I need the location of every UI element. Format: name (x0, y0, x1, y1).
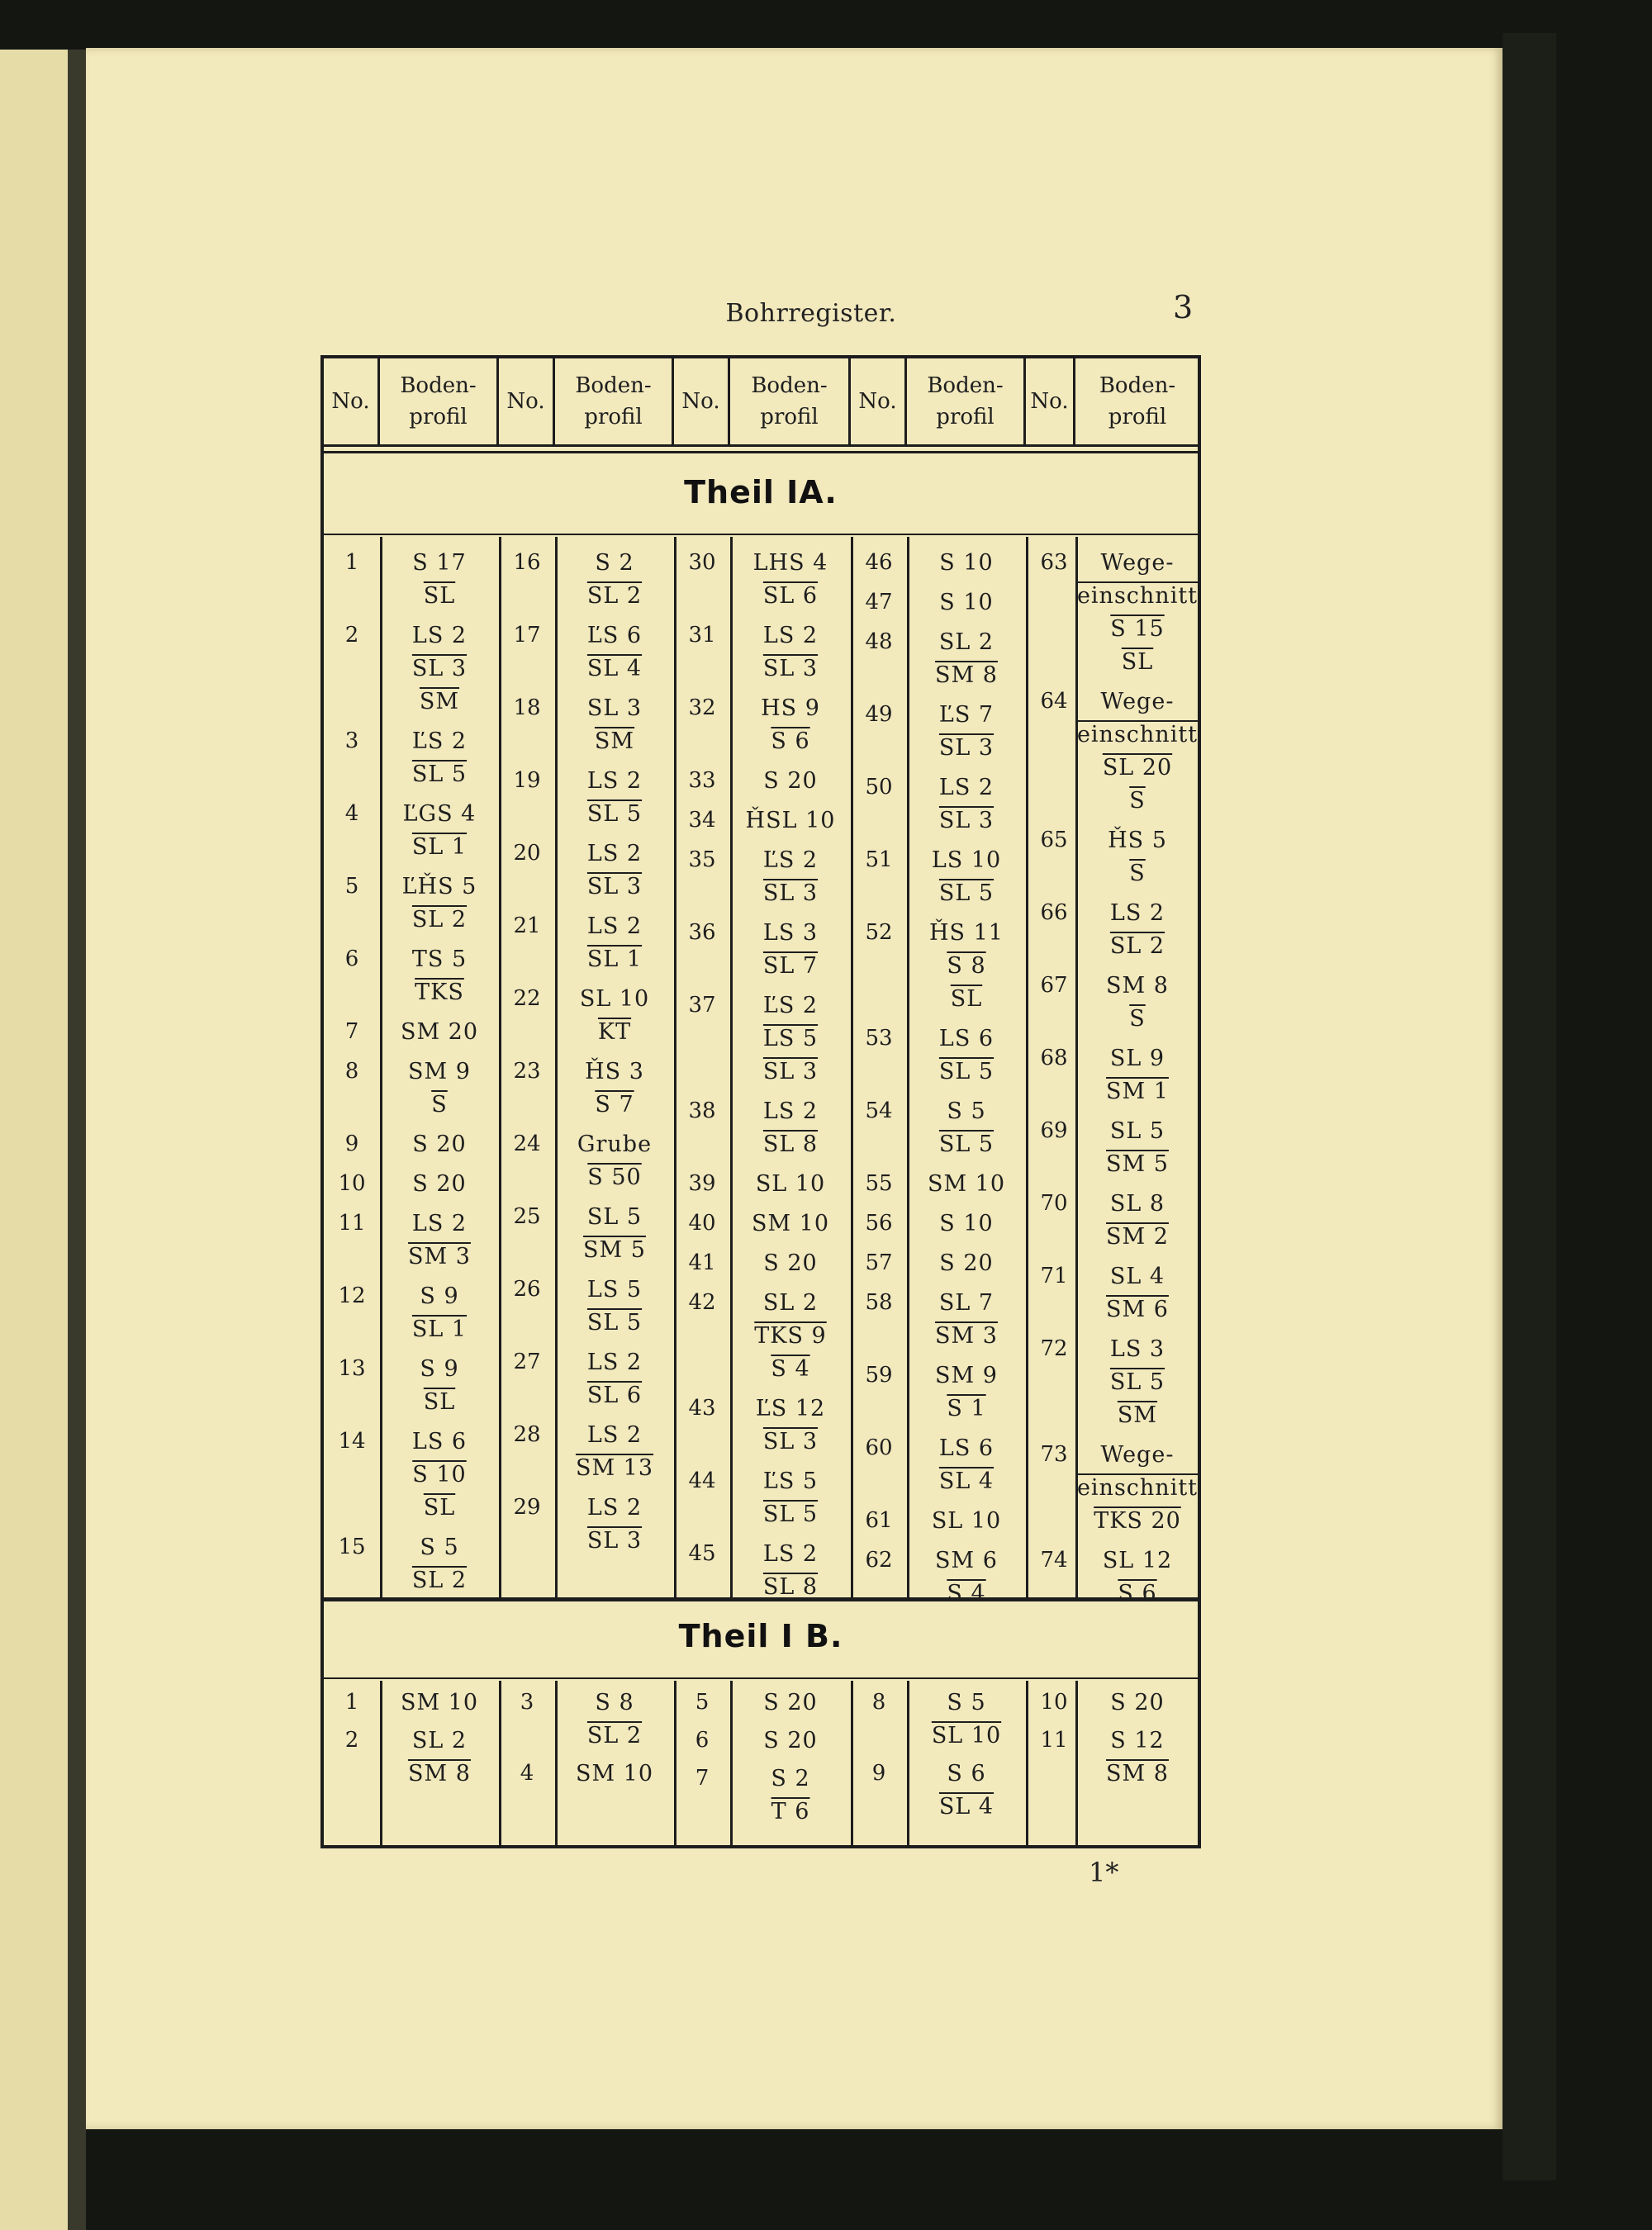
theil-ia-boring-number: 28 (513, 1422, 541, 1447)
theil-ia-boring-number: 57 (865, 1250, 893, 1275)
theil-ia-soil-profile-line: LS 2 (586, 913, 643, 939)
theil-ia-soil-profile-line: $\overline{SM}$ (1117, 1402, 1158, 1428)
theil-ia-column-rule (674, 537, 676, 1597)
theil-ia-boring-number: 31 (688, 623, 716, 648)
theil-ia-boring-number: 46 (865, 550, 893, 575)
theil-ia-boring-number: 25 (513, 1204, 541, 1229)
theil-ib-soil-profile-line: S 20 (1110, 1690, 1165, 1715)
theil-ia-soil-profile-line: SL 2 (938, 629, 995, 655)
theil-ia-soil-profile-line: SM 8 (1106, 973, 1169, 999)
theil-ia-soil-profile-line: S 15 (1110, 616, 1165, 642)
theil-ia-soil-profile-line: SM 2 (1106, 1224, 1169, 1250)
theil-ib-boring-number: 1 (344, 1690, 359, 1715)
theil-ia-soil-profile-line: ĽS 2 (762, 847, 819, 873)
theil-ia-soil-profile-line: TKS 20 (1094, 1508, 1181, 1534)
theil-ia-boring-number: 73 (1040, 1442, 1068, 1467)
theil-ib-soil-profile-line: SL 2 (586, 1723, 643, 1748)
theil-ia-soil-profile-line: SM 5 (1106, 1151, 1169, 1177)
header-rule (324, 444, 1198, 447)
theil-ia-soil-profile-line: SL 5 (938, 1059, 995, 1084)
header-no-4: No. (851, 358, 907, 444)
theil-ia-boring-number: 30 (688, 550, 716, 575)
theil-ia-boring-number: 53 (865, 1026, 893, 1051)
theil-ia-soil-profile-line: SM 3 (408, 1244, 471, 1269)
theil-ia-soil-profile-line: SL 3 (762, 656, 819, 681)
theil-ia-soil-profile-line: SL 9 (1109, 1046, 1165, 1071)
theil-ib-column-rule (499, 1681, 501, 1845)
theil-ia-soil-profile-line: $\overline{SL}$ (423, 583, 456, 609)
theil-ia-boring-number: 69 (1040, 1118, 1068, 1143)
section-title-theil-ib: Theil I B. (678, 1618, 843, 1654)
page-number: 3 (1173, 289, 1194, 325)
theil-ia-soil-profile-line: SL 5 (411, 762, 468, 787)
theil-ia-boring-number: 15 (338, 1535, 366, 1559)
signature-mark: 1* (1089, 1857, 1119, 1888)
theil-ia-soil-profile-line: SL 2 (411, 907, 468, 932)
theil-ia-boring-number: 62 (865, 1548, 893, 1573)
theil-ia-soil-profile-line: $\overline{S}$ (1129, 861, 1146, 886)
theil-ia-soil-profile-line: LS 2 (1109, 900, 1165, 926)
header-profile-3: Boden- profil (730, 358, 851, 444)
theil-ia-soil-profile-line: ĽGS 4 (402, 801, 477, 827)
theil-ia-boring-number: 42 (688, 1290, 716, 1315)
theil-ia-soil-profile-line: $\overline{SL}$ (950, 986, 983, 1012)
theil-ia-soil-profile-line: SL 4 (938, 1468, 995, 1494)
theil-ia-boring-number: 29 (513, 1495, 541, 1520)
theil-ia-soil-profile-line: LS 2 (586, 1495, 643, 1521)
header-no-3: No. (674, 358, 730, 444)
theil-ib-soil-profile-line: S 20 (763, 1728, 818, 1753)
theil-ia-soil-profile-line: SL 3 (762, 1429, 819, 1454)
theil-ia-soil-profile-line: S 20 (763, 1250, 818, 1276)
theil-ib-soil-profile-line: SL 4 (938, 1794, 995, 1820)
theil-ia-soil-profile-line: SL 8 (762, 1574, 819, 1600)
theil-ia-soil-profile-line: $\overline{S}$ (431, 1092, 448, 1117)
theil-ia-boring-number: 18 (513, 695, 541, 720)
theil-ia-soil-profile-line: S 20 (412, 1132, 467, 1157)
theil-ia-boring-number: 10 (338, 1171, 366, 1196)
theil-ia-soil-profile-line: LS 2 (586, 1350, 643, 1375)
theil-ia-boring-number: 12 (338, 1283, 366, 1308)
theil-ia-soil-profile-line: SL 2 (586, 583, 643, 609)
theil-ia-soil-profile-line: TS 5 (411, 947, 468, 972)
theil-ia-soil-profile-line: $\overline{TKS}$ (415, 980, 464, 1005)
theil-ia-soil-profile-line: ȞS 11 (929, 920, 1004, 946)
theil-ia-boring-number: 5 (344, 874, 359, 899)
theil-ib-soil-profile-line: S 5 (947, 1690, 986, 1715)
theil-ia-soil-profile-line: SM 10 (927, 1171, 1006, 1197)
theil-ia-boring-number: 60 (865, 1435, 893, 1460)
theil-ia-soil-profile-line: $\overline{S}$ (1129, 788, 1146, 814)
theil-ia-soil-profile-line: ȞS 5 (1108, 828, 1167, 853)
theil-ia-soil-profile-line: $\overline{SM}$ (594, 728, 635, 754)
theil-ia-boring-number: 41 (688, 1250, 716, 1275)
theil-ia-soil-profile-line: einschnitt (1076, 583, 1199, 609)
theil-ib-boring-number: 2 (344, 1728, 359, 1753)
theil-ia-soil-profile-line: LS 2 (938, 775, 995, 800)
theil-ia-soil-profile-line: S 17 (412, 550, 467, 576)
theil-ia-soil-profile-line: ĽS 5 (762, 1468, 819, 1494)
theil-ia-boring-number: 20 (513, 841, 541, 866)
theil-ia-boring-number: 9 (344, 1132, 359, 1156)
theil-ia-boring-number: 43 (688, 1396, 716, 1421)
header-profile-4: Boden- profil (907, 358, 1026, 444)
theil-ib-soil-profile-line: SM 8 (408, 1761, 471, 1786)
theil-ia-soil-profile-line: S 5 (420, 1535, 459, 1560)
theil-ia-soil-profile-line: SL 7 (938, 1290, 995, 1316)
theil-ia-soil-profile-line: LS 2 (762, 1098, 819, 1124)
theil-ib-boring-number: 10 (1040, 1690, 1068, 1715)
theil-ia-soil-profile-line: LS 6 (938, 1026, 995, 1051)
theil-ia-soil-profile-line: LS 2 (586, 1422, 643, 1448)
theil-ia-soil-profile-line: SM 20 (400, 1019, 479, 1045)
theil-ia-soil-profile-line: LS 6 (938, 1435, 995, 1461)
theil-ia-soil-profile-line: ȞS 3 (585, 1059, 644, 1084)
theil-ib-column-rule (674, 1681, 676, 1845)
theil-ia-boring-number: 38 (688, 1098, 716, 1123)
theil-ia-soil-profile-line: SL 5 (1109, 1118, 1165, 1144)
theil-ia-boring-number: 37 (688, 993, 716, 1018)
theil-ia-soil-profile-line: SM 5 (583, 1237, 646, 1263)
theil-ia-soil-profile-line: $\overline{SL}$ (1121, 649, 1154, 675)
theil-ib-boring-number: 11 (1040, 1728, 1068, 1753)
theil-ia-soil-profile-line: LS 10 (931, 847, 1002, 873)
theil-ia-soil-profile-line: SL 10 (755, 1171, 826, 1197)
theil-ia-boring-number: 8 (344, 1059, 359, 1084)
theil-ib-soil-profile-line: S 6 (947, 1761, 986, 1786)
theil-ia-soil-profile-line: einschnitt (1076, 722, 1199, 747)
theil-ia-boring-number: 6 (344, 947, 359, 971)
theil-ia-boring-number: 35 (688, 847, 716, 872)
theil-ia-soil-profile-line: ĽS 12 (755, 1396, 826, 1421)
theil-ib-column-rule (851, 1681, 853, 1845)
theil-ib-soil-profile-line: S 12 (1110, 1728, 1165, 1753)
book-cover-edge (1502, 33, 1556, 2180)
theil-ia-soil-profile-line: SM 1 (1106, 1079, 1169, 1104)
theil-ia-boring-number: 3 (344, 728, 359, 753)
theil-ia-boring-number: 49 (865, 702, 893, 727)
section-rule-ib (324, 1677, 1198, 1679)
theil-ia-boring-number: 19 (513, 768, 541, 793)
theil-ia-boring-number: 32 (688, 695, 716, 720)
theil-ia-boring-number: 13 (338, 1356, 366, 1381)
theil-ia-boring-number: 52 (865, 920, 893, 945)
theil-ia-soil-profile-line: SM 10 (751, 1211, 830, 1236)
theil-ia-soil-profile-line: S 4 (771, 1356, 810, 1382)
theil-ia-soil-profile-line: ȞSL 10 (745, 808, 836, 833)
theil-ia-soil-profile-line: SL 8 (1109, 1191, 1165, 1217)
theil-ib-soil-profile-line: S 2 (771, 1766, 810, 1791)
theil-ia-soil-profile-line: SL 5 (586, 1310, 643, 1336)
theil-ia-boring-number: 56 (865, 1211, 893, 1236)
theil-ia-boring-number: 54 (865, 1098, 893, 1123)
header-profile-2: Boden- profil (555, 358, 674, 444)
theil-ia-boring-number: 70 (1040, 1191, 1068, 1216)
theil-ib-boring-number: 9 (871, 1761, 886, 1786)
theil-ia-soil-profile-line: SL 5 (1109, 1369, 1165, 1395)
theil-ia-soil-profile-line: S 20 (939, 1250, 994, 1276)
theil-ia-soil-profile-line: SL 5 (938, 1132, 995, 1157)
theil-ib-soil-profile-line: SM 10 (400, 1690, 479, 1715)
theil-ia-soil-profile-line: SM 9 (935, 1363, 998, 1388)
theil-ib-soil-profile-line: S 8 (595, 1690, 634, 1715)
theil-ia-soil-profile-line: LHS 4 (752, 550, 828, 576)
theil-ia-soil-profile-line: LS 2 (762, 1541, 819, 1567)
theil-ia-soil-profile-line: S 10 (412, 1462, 467, 1487)
theil-ia-soil-profile-line: SM 9 (408, 1059, 471, 1084)
theil-ia-soil-profile-line: LS 2 (586, 841, 643, 866)
theil-ia-soil-profile-line: S 1 (947, 1396, 986, 1421)
theil-ia-boring-number: 64 (1040, 689, 1068, 714)
theil-ia-boring-number: 72 (1040, 1336, 1068, 1361)
theil-ia-soil-profile-line: SL 2 (411, 1568, 468, 1593)
theil-ia-soil-profile-line: S 10 (939, 1211, 994, 1236)
theil-ia-soil-profile-line: S 5 (947, 1098, 986, 1124)
theil-ia-soil-profile-line: SL 2 (1109, 933, 1165, 959)
header-rule-double (324, 451, 1198, 453)
theil-ia-soil-profile-line: LS 5 (586, 1277, 643, 1302)
header-profile-1: Boden- profil (380, 358, 499, 444)
theil-ia-soil-profile-line: S 6 (1118, 1581, 1157, 1606)
theil-ia-soil-profile-line: S 10 (939, 590, 994, 615)
theil-ia-soil-profile-line: SL 6 (762, 583, 819, 609)
theil-ia-soil-profile-line: SM 3 (935, 1323, 998, 1349)
theil-ia-soil-profile-line: $\overline{SL}$ (423, 1495, 456, 1521)
header-profile-5: Boden- profil (1099, 373, 1176, 429)
theil-ia-boring-number: 36 (688, 920, 716, 945)
header-no-2: No. (499, 358, 555, 444)
theil-ia-boring-number: 21 (513, 913, 541, 938)
theil-ia-soil-profile-line: einschnitt (1076, 1475, 1199, 1501)
theil-ia-boring-number: 58 (865, 1290, 893, 1315)
theil-ia-column-rule (1026, 537, 1028, 1597)
theil-ia-soil-profile-line: S 9 (420, 1283, 459, 1309)
theil-ia-soil-profile-line: S 4 (947, 1581, 986, 1606)
theil-ib-soil-profile-line: S 20 (763, 1690, 818, 1715)
theil-ib-soil-profile-line: T 6 (771, 1799, 810, 1824)
theil-ib-soil-profile-line: SL 10 (931, 1723, 1002, 1748)
theil-ia-soil-profile-line: SM 8 (935, 662, 998, 688)
theil-ia-boring-number: 4 (344, 801, 359, 826)
theil-ia-soil-profile-line: SL 3 (586, 695, 643, 721)
theil-ia-soil-profile-line: SL 5 (586, 801, 643, 827)
theil-ia-boring-number: 2 (344, 623, 359, 648)
theil-ia-soil-profile-line: ĽȞS 5 (401, 874, 477, 899)
theil-ia-soil-profile-line: $\overline{S}$ (1129, 1006, 1146, 1032)
theil-ia-soil-profile-line: TKS 9 (754, 1323, 827, 1349)
theil-ib-soil-profile-line: SL 2 (411, 1728, 468, 1753)
theil-ia-boring-number: 68 (1040, 1046, 1068, 1070)
header-no-1: No. (324, 358, 380, 444)
theil-ia-soil-profile-line: SL 3 (586, 1528, 643, 1554)
theil-ia-soil-profile-line: SL 5 (586, 1204, 643, 1230)
theil-ia-boring-number: 48 (865, 629, 893, 654)
theil-ia-soil-profile-line: S 50 (587, 1165, 642, 1190)
theil-ia-soil-profile-line: S 9 (420, 1356, 459, 1382)
theil-ia-soil-profile-line: S 6 (771, 728, 810, 754)
theil-ia-boring-number: 66 (1040, 900, 1068, 925)
theil-ia-boring-number: 40 (688, 1211, 716, 1236)
theil-ia-soil-profile-line: LS 3 (762, 920, 819, 946)
theil-ia-soil-profile-line: ĽS 6 (586, 623, 643, 648)
theil-ia-boring-number: 1 (344, 550, 359, 575)
theil-ib-boring-number: 5 (695, 1690, 710, 1715)
theil-ia-boring-number: 74 (1040, 1548, 1068, 1573)
theil-ia-soil-profile-line: SL 1 (586, 947, 643, 972)
theil-ia-soil-profile-line: S 10 (939, 550, 994, 576)
theil-ia-boring-number: 51 (865, 847, 893, 872)
theil-ia-soil-profile-line: SL 6 (586, 1383, 643, 1408)
theil-ia-soil-profile-line: Wege- (1100, 689, 1175, 714)
theil-ia-boring-number: 61 (865, 1508, 893, 1533)
theil-ia-soil-profile-line: SL 3 (762, 880, 819, 906)
theil-ia-soil-profile-line: LS 2 (586, 768, 643, 794)
boring-register-table (320, 355, 1201, 1848)
theil-ib-column-rule (1026, 1681, 1028, 1845)
theil-ia-soil-profile-line: SL 20 (1102, 755, 1173, 780)
theil-ia-soil-profile-line: SL 3 (938, 808, 995, 833)
theil-ia-boring-number: 23 (513, 1059, 541, 1084)
theil-ia-soil-profile-line: SL 3 (411, 656, 468, 681)
theil-ia-soil-profile-line: $\overline{SL}$ (423, 1389, 456, 1415)
theil-ia-boring-number: 33 (688, 768, 716, 793)
theil-ia-boring-number: 24 (513, 1132, 541, 1156)
theil-ia-soil-profile-line: S 2 (595, 550, 634, 576)
theil-ia-soil-profile-line: S 20 (763, 768, 818, 794)
theil-ib-soil-profile-line: SM 8 (1106, 1761, 1169, 1786)
theil-ia-boring-number: 16 (513, 550, 541, 575)
theil-ia-soil-profile-line: ĽS 2 (411, 728, 468, 754)
theil-ia-soil-profile-line: Grube (577, 1132, 653, 1157)
theil-ib-boring-number: 6 (695, 1728, 710, 1753)
theil-ia-boring-number: 27 (513, 1350, 541, 1374)
theil-ib-boring-number: 4 (520, 1761, 534, 1786)
section-title-theil-ia: Theil IA. (684, 474, 838, 510)
theil-ia-soil-profile-line: SM 13 (575, 1455, 654, 1481)
theil-ia-soil-profile-line: SL 1 (411, 1317, 468, 1342)
theil-ia-soil-profile-line: SL 3 (762, 1059, 819, 1084)
theil-ia-soil-profile-line: SL 7 (762, 953, 819, 979)
left-page-edge (0, 50, 76, 2230)
theil-ia-soil-profile-line: LS 2 (411, 1211, 468, 1236)
theil-ia-soil-profile-line: SL 3 (586, 874, 643, 899)
theil-ia-soil-profile-line: SM 6 (935, 1548, 998, 1573)
theil-ia-boring-number: 14 (338, 1429, 366, 1454)
theil-ia-soil-profile-line: SL 3 (938, 735, 995, 761)
theil-ia-soil-profile-line: SL 2 (762, 1290, 819, 1316)
theil-ia-boring-number: 7 (344, 1019, 359, 1044)
theil-ia-boring-number: 34 (688, 808, 716, 833)
theil-ia-boring-number: 67 (1040, 973, 1068, 998)
theil-ia-soil-profile-line: SL 5 (762, 1502, 819, 1527)
theil-ia-soil-profile-line: LS 5 (762, 1026, 819, 1051)
theil-ia-column-rule (499, 537, 501, 1597)
theil-ia-soil-profile-line: S 20 (412, 1171, 467, 1197)
theil-ia-soil-profile-line: LS 6 (411, 1429, 468, 1454)
theil-ia-soil-profile-line: Wege- (1100, 1442, 1175, 1468)
theil-ia-boring-number: 47 (865, 590, 893, 614)
theil-ia-soil-profile-line: SL 4 (586, 656, 643, 681)
section-rule-ia (324, 534, 1198, 535)
theil-ia-boring-number: 65 (1040, 828, 1068, 852)
theil-ia-soil-profile-line: LS 2 (762, 623, 819, 648)
theil-ia-soil-profile-line: SL 1 (411, 834, 468, 860)
theil-ia-soil-profile-line: LS 3 (1109, 1336, 1165, 1362)
theil-ia-soil-profile-line: LS 2 (411, 623, 468, 648)
theil-ia-boring-number: 17 (513, 623, 541, 648)
theil-ib-soil-profile-line: SM 10 (575, 1761, 654, 1786)
theil-ia-boring-number: 26 (513, 1277, 541, 1302)
theil-ia-column-rule (851, 537, 853, 1597)
theil-ib-boring-number: 7 (695, 1766, 710, 1791)
theil-ia-soil-profile-line: $\overline{SM}$ (419, 689, 460, 714)
theil-ia-soil-profile-line: SL 4 (1109, 1264, 1165, 1289)
theil-ia-soil-profile-line: SM 6 (1106, 1297, 1169, 1322)
theil-ib-boring-number: 8 (871, 1690, 886, 1715)
theil-ia-soil-profile-line: HS 9 (761, 695, 820, 721)
theil-ia-soil-profile-line: SL 10 (579, 986, 650, 1012)
theil-ia-boring-number: 55 (865, 1171, 893, 1196)
book-gutter (68, 50, 86, 2230)
header-no-5: No. (1026, 358, 1075, 444)
theil-ia-boring-number: 71 (1040, 1264, 1068, 1288)
theil-ia-soil-profile-line: S 8 (947, 953, 986, 979)
theil-ia-soil-profile-line: SL 10 (931, 1508, 1002, 1534)
theil-ia-boring-number: 45 (688, 1541, 716, 1566)
theil-ia-boring-number: 39 (688, 1171, 716, 1196)
theil-ib-boring-number: 3 (520, 1690, 534, 1715)
theil-ia-soil-profile-line: SL 5 (938, 880, 995, 906)
theil-ia-soil-profile-line: ĽS 2 (762, 993, 819, 1018)
running-head: Bohrregister. (725, 299, 897, 328)
theil-ia-soil-profile-line: Wege- (1100, 550, 1175, 576)
theil-ia-soil-profile-line: $\overline{KT}$ (597, 1019, 632, 1045)
theil-ia-soil-profile-line: SL 12 (1102, 1548, 1173, 1573)
theil-ia-soil-profile-line: S 7 (595, 1092, 634, 1117)
theil-ia-boring-number: 59 (865, 1363, 893, 1388)
theil-ia-boring-number: 50 (865, 775, 893, 799)
theil-ia-soil-profile-line: SL 8 (762, 1132, 819, 1157)
theil-ia-boring-number: 11 (338, 1211, 366, 1236)
theil-ia-boring-number: 63 (1040, 550, 1068, 575)
theil-ia-boring-number: 44 (688, 1468, 716, 1493)
theil-ia-boring-number: 22 (513, 986, 541, 1011)
theil-ia-soil-profile-line: ĽS 7 (938, 702, 995, 728)
